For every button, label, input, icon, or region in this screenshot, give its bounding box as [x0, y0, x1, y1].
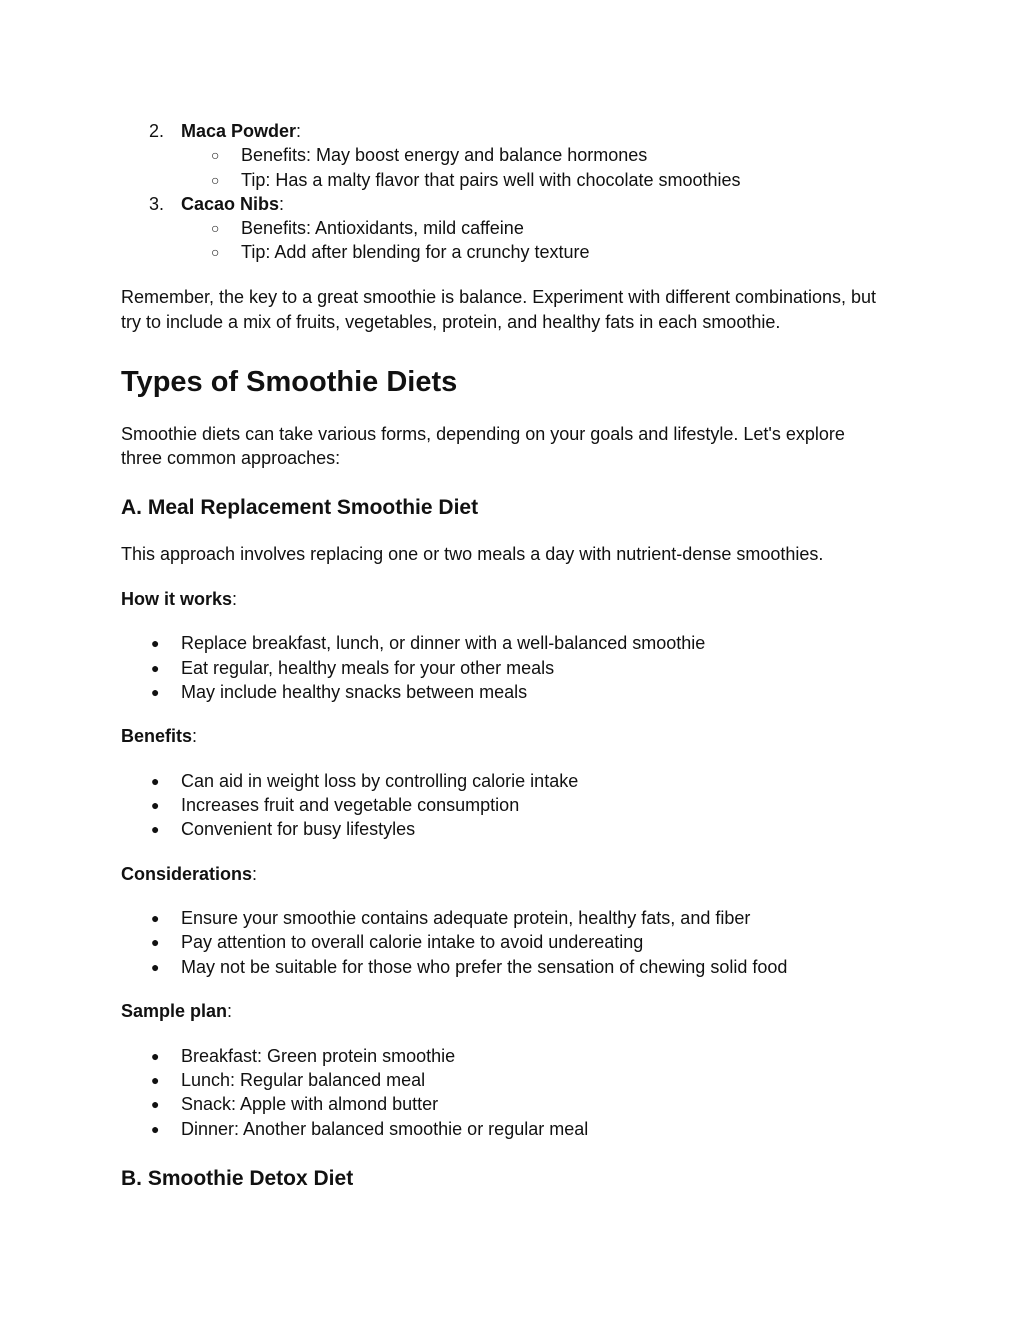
- bullet-icon: ●: [151, 934, 160, 950]
- bullet-icon: ●: [151, 635, 160, 651]
- circle-bullet-icon: ○: [211, 147, 220, 163]
- considerations-label: Considerations:: [121, 864, 258, 884]
- section-a-description: This approach involves replacing one or two meals a day with nutrient-dense smoothies.: [121, 544, 824, 564]
- bullet-icon: ●: [151, 660, 160, 676]
- section-heading: Types of Smoothie Diets: [121, 366, 458, 398]
- intro-paragraph-line-2: three common approaches:: [121, 448, 341, 468]
- bullet-icon: ●: [151, 821, 160, 837]
- list-number: 2.: [149, 121, 165, 141]
- benefits-label: Benefits:: [121, 726, 198, 746]
- bullet-icon: ●: [151, 684, 160, 700]
- sample-plan-label: Sample plan:: [121, 1001, 233, 1021]
- subsection-heading-a: A. Meal Replacement Smoothie Diet: [121, 496, 479, 519]
- bullet-icon: ●: [151, 1072, 160, 1088]
- list-item-title: Maca Powder: [181, 121, 297, 141]
- how-it-works-label: How it works:: [121, 589, 238, 609]
- list-number: 3.: [149, 194, 165, 214]
- list-item-title: Cacao Nibs: [181, 194, 280, 214]
- remember-paragraph-line-1: Remember, the key to a great smoothie is balance. Experiment with different combinations, but: [121, 287, 877, 307]
- bullet-icon: ●: [151, 797, 160, 813]
- subsection-heading-b: B. Smoothie Detox Diet: [121, 1167, 354, 1190]
- intro-paragraph-line-1: Smoothie diets can take various forms, depending on your goals and lifestyle. Let's explore: [121, 424, 845, 444]
- bullet-icon: ●: [151, 910, 160, 926]
- circle-bullet-icon: ○: [211, 172, 220, 188]
- circle-bullet-icon: ○: [211, 220, 220, 236]
- remember-paragraph-line-2: try to include a mix of fruits, vegetables, protein, and healthy fats in each smoothie.: [121, 312, 781, 332]
- bullet-icon: ●: [151, 1048, 160, 1064]
- bullet-icon: ●: [151, 959, 160, 975]
- bullet-icon: ●: [151, 1096, 160, 1112]
- bullet-icon: ●: [151, 773, 160, 789]
- bullet-icon: ●: [151, 1121, 160, 1137]
- circle-bullet-icon: ○: [211, 244, 220, 260]
